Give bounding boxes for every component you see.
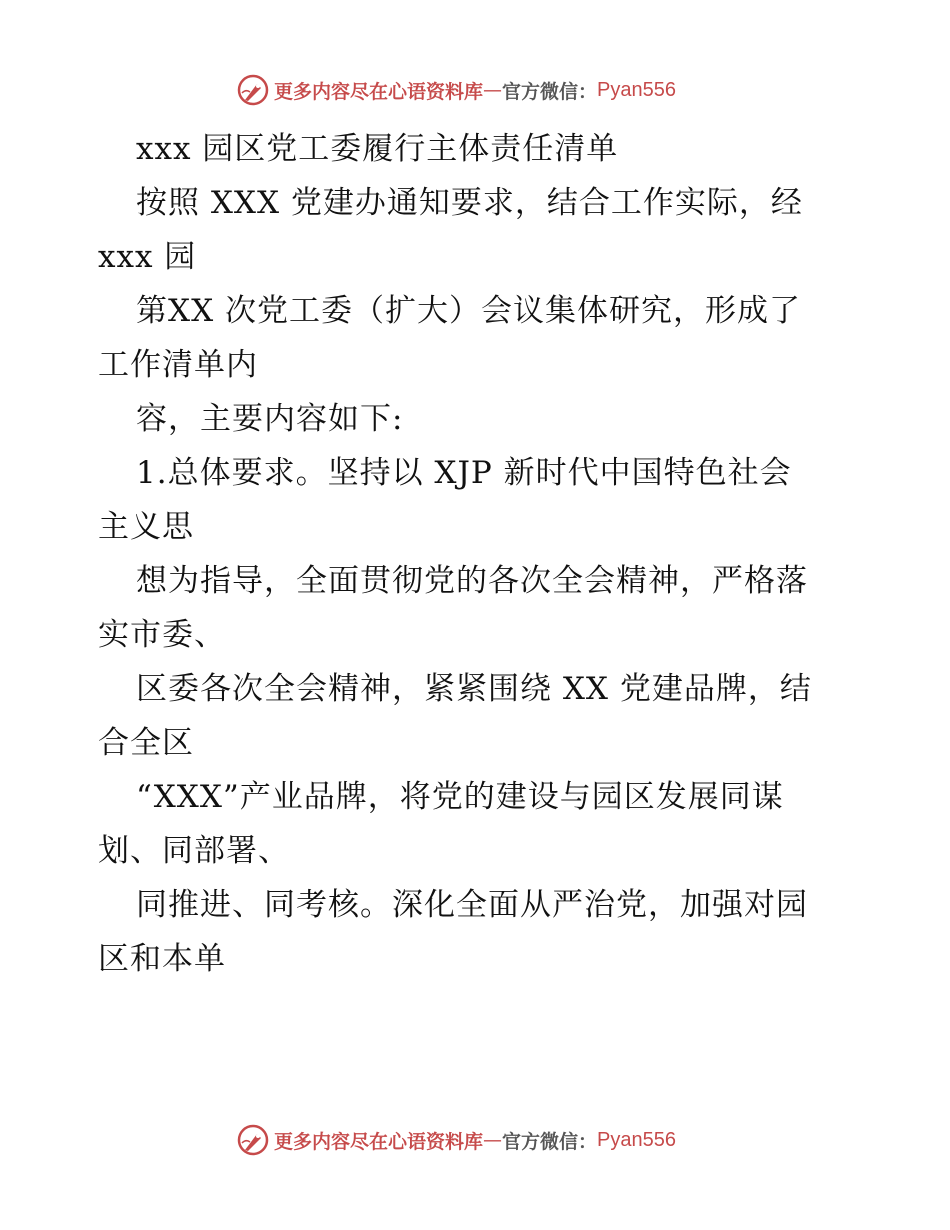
paragraph-line: 工作清单内 (98, 347, 258, 383)
paragraph-line: 合全区 (98, 725, 194, 761)
banner-wechat-id: Pyan556 (597, 1128, 676, 1151)
paragraph-line: 想为指导，全面贯彻党的各次全会精神，严格落 (136, 563, 808, 599)
banner-separator: — (483, 1129, 503, 1151)
paragraph-line: 第XX 次党工委（扩大）会议集体研究，形成了 (136, 293, 801, 329)
paragraph-line: 实市委、 (98, 617, 226, 653)
paragraph-line: 按照 XXX 党建办通知要求，结合工作实际，经 (136, 185, 803, 221)
pen-nib-logo-icon (236, 1123, 270, 1157)
paragraph-line: 主义思 (98, 509, 194, 545)
paragraph-line: 区委各次全会精神，紧紧围绕 XX 党建品牌，结 (136, 671, 812, 707)
header-banner (236, 72, 676, 108)
banner-wechat-label: 官方微信： (502, 80, 598, 103)
paragraph-line: 同推进、同考核。深化全面从严治党，加强对园 (136, 887, 808, 923)
pen-nib-logo-icon (236, 73, 270, 107)
document-title: xxx 园区党工委履行主体责任清单 (136, 131, 619, 167)
paragraph-line: xxx 园 (98, 239, 197, 275)
document-body (98, 122, 858, 986)
paragraph-line: 划、同部署、 (98, 833, 290, 869)
paragraph-line: 1.总体要求。坚持以 XJP 新时代中国特色社会 (136, 455, 792, 491)
banner-separator: — (483, 79, 503, 101)
banner-main-text: 更多内容尽在心语资料库 (274, 1130, 484, 1153)
banner-wechat-label: 官方微信： (502, 1130, 598, 1153)
banner-wechat-id: Pyan556 (597, 78, 676, 101)
banner-main-text: 更多内容尽在心语资料库 (274, 80, 484, 103)
paragraph-line: 容，主要内容如下: (136, 401, 404, 437)
paragraph-line: 区和本单 (98, 941, 226, 977)
footer-banner (236, 1122, 676, 1158)
paragraph-line: “XXX”产业品牌，将党的建设与园区发展同谋 (136, 779, 784, 815)
